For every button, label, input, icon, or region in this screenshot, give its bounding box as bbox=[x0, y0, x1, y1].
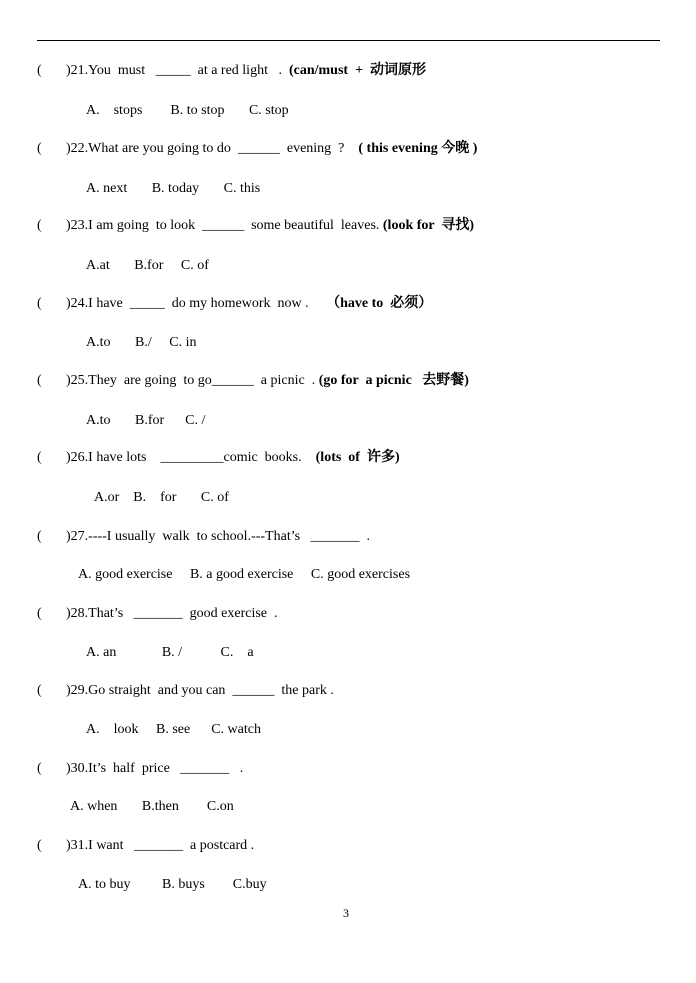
question-line bbox=[66, 62, 426, 80]
answer-options: A.at B.for C. of bbox=[86, 258, 209, 273]
question-text: )31.I want _______ a postcard . bbox=[66, 838, 255, 853]
question-line bbox=[66, 837, 254, 855]
answer-paren: ( bbox=[37, 141, 42, 156]
answer-options: A. look B. see C. watch bbox=[86, 722, 261, 737]
answer-paren: ( bbox=[37, 296, 42, 311]
question-hint: （have to 必须） bbox=[326, 296, 433, 311]
question-line bbox=[66, 760, 243, 778]
question-line bbox=[66, 140, 477, 158]
answer-paren: ( bbox=[37, 683, 42, 698]
question-text: )24.I have _____ do my homework now . bbox=[66, 296, 327, 311]
answer-paren: ( bbox=[37, 63, 42, 78]
question-line bbox=[66, 372, 469, 390]
answer-paren: ( bbox=[37, 373, 42, 388]
answer-paren: ( bbox=[37, 218, 42, 233]
answer-options: A.or B. for C. of bbox=[94, 490, 229, 505]
question-text: )21.You must _____ at a red light . bbox=[66, 63, 289, 78]
answer-options: A.to B.for C. / bbox=[86, 413, 206, 428]
question-text: )25.They are going to go______ a picnic . bbox=[66, 373, 319, 388]
answer-options: A. when B.then C.on bbox=[70, 799, 234, 814]
question-hint: (go for a picnic 去野餐) bbox=[318, 373, 469, 388]
question-text: )28.That’s _______ good exercise . bbox=[66, 606, 278, 621]
question-text: )27.----I usually walk to school.---That’s _______ . bbox=[66, 529, 371, 544]
question-line bbox=[66, 217, 474, 235]
answer-paren: ( bbox=[37, 450, 42, 465]
answer-paren: ( bbox=[37, 606, 42, 621]
question-line bbox=[66, 605, 278, 623]
answer-options: A.to B./ C. in bbox=[86, 335, 197, 350]
question-hint: (look for 寻找) bbox=[382, 218, 475, 233]
question-hint: (lots of 许多) bbox=[315, 450, 400, 465]
answer-paren: ( bbox=[37, 761, 42, 776]
answer-paren: ( bbox=[37, 529, 42, 544]
page-number: 3 bbox=[343, 906, 349, 920]
answer-options: A. next B. today C. this bbox=[86, 181, 261, 196]
answer-options: A. stops B. to stop C. stop bbox=[86, 103, 289, 118]
question-line bbox=[66, 295, 432, 313]
question-line bbox=[66, 449, 400, 467]
question-text: )26.I have lots _________comic books. bbox=[66, 450, 316, 465]
answer-paren: ( bbox=[37, 838, 42, 853]
header-rule bbox=[37, 40, 660, 41]
answer-options: A. to buy B. buys C.buy bbox=[78, 877, 267, 892]
answer-options: A. good exercise B. a good exercise C. good exercises bbox=[78, 567, 411, 582]
question-hint: (can/must + 动词原形 bbox=[288, 63, 427, 78]
question-text: )22.What are you going to do ______ evening ? bbox=[66, 141, 352, 156]
question-hint: ( this evening 今晚 ) bbox=[351, 141, 478, 156]
question-text: )30.It’s half price _______ . bbox=[66, 761, 244, 776]
question-text: )29.Go straight and you can ______ the park . bbox=[66, 683, 334, 698]
question-line bbox=[66, 528, 370, 546]
answer-options: A. an B. / C. a bbox=[86, 645, 254, 660]
question-text: )23.I am going to look ______ some beautiful leaves. bbox=[66, 218, 383, 233]
question-line bbox=[66, 682, 334, 700]
